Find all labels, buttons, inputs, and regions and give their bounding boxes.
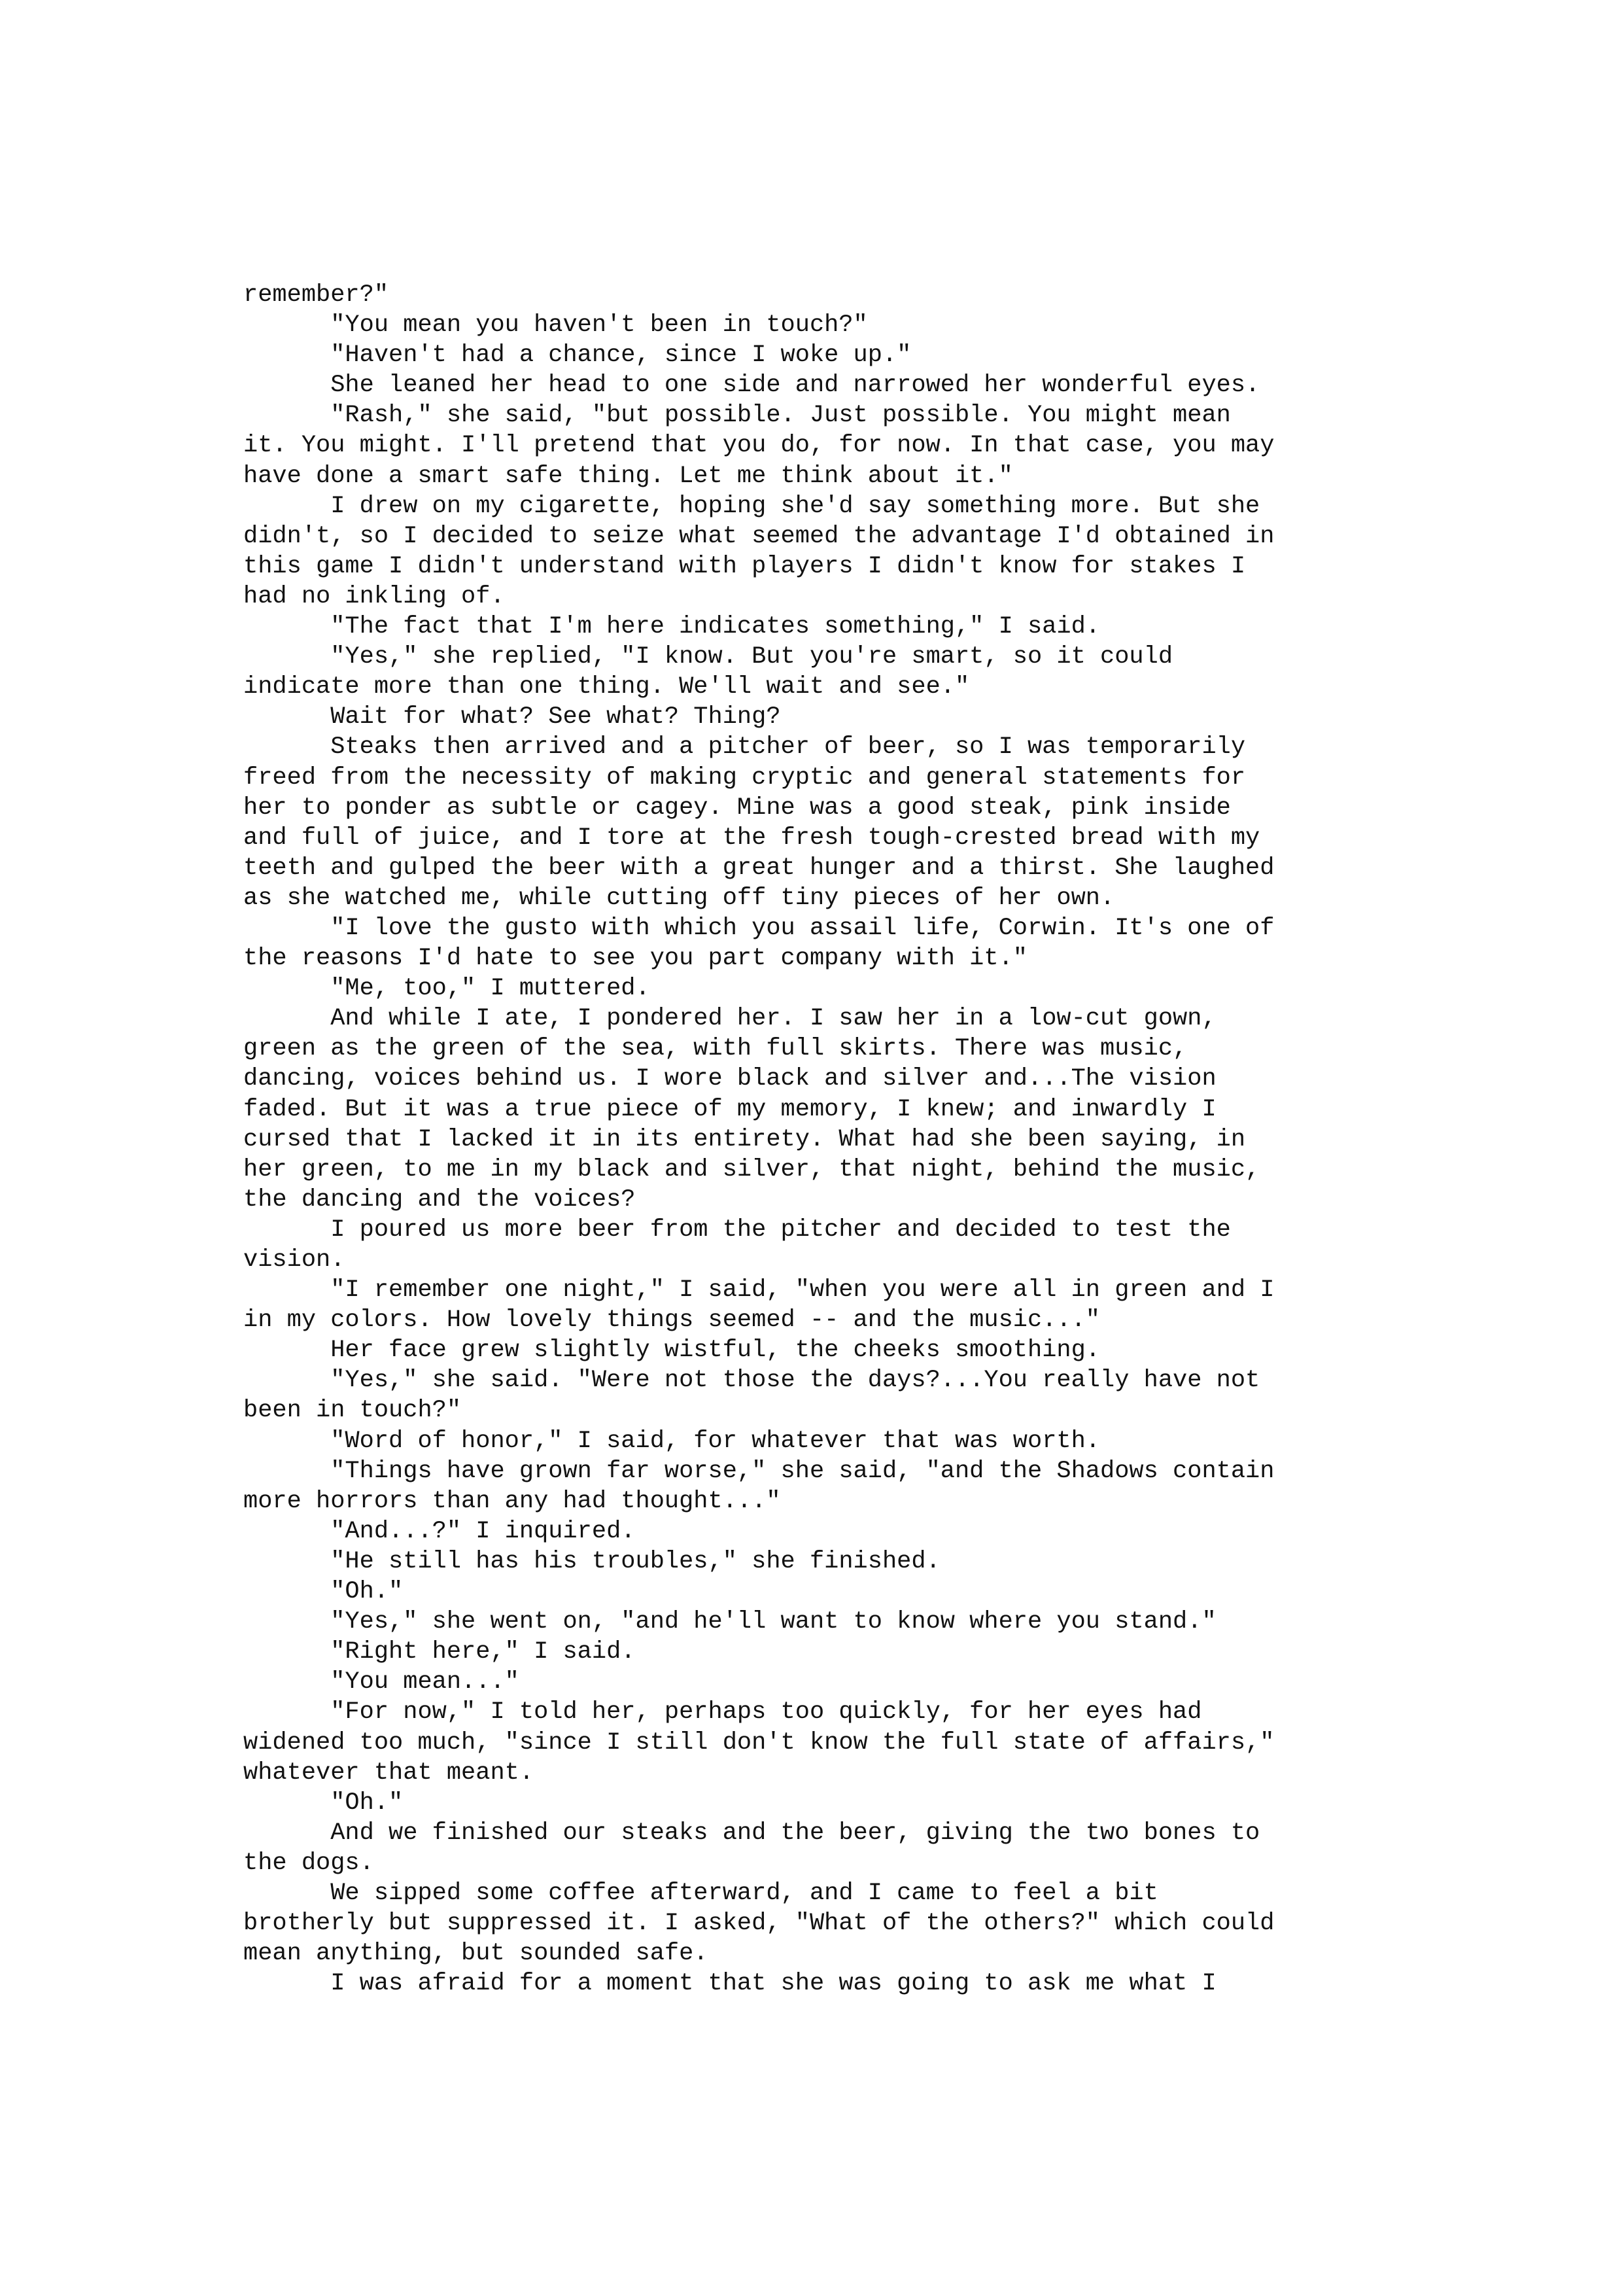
text-line: "I love the gusto with which you assail life, Corwin. It's one of <box>243 914 1275 942</box>
text-line: "For now," I told her, perhaps too quickly, for her eyes had <box>243 1698 1202 1726</box>
text-line: have done a smart safe thing. Let me think about it." <box>243 462 1013 490</box>
text-line: "Oh." <box>243 1789 404 1817</box>
text-line: "Yes," she said. "Were not those the days?...You really have not <box>243 1367 1260 1395</box>
text-line: "Things have grown far worse," she said, "and the Shadows contain <box>243 1457 1275 1485</box>
text-line: She leaned her head to one side and narrowed her wonderful eyes. <box>243 372 1260 400</box>
text-line: "Me, too," I muttered. <box>243 975 650 1003</box>
text-line: it. You might. I'll pretend that you do, for now. In that case, you may <box>243 432 1275 460</box>
text-line: I drew on my cigarette, hoping she'd say something more. But she <box>243 492 1260 520</box>
text-line: the dogs. <box>243 1849 374 1877</box>
text-line: Her face grew slightly wistful, the cheeks smoothing. <box>243 1337 1101 1365</box>
text-line: And we finished our steaks and the beer, giving the two bones to <box>243 1819 1260 1847</box>
text-line: brotherly but suppressed it. I asked, "What of the others?" which could <box>243 1910 1275 1938</box>
text-line: more horrors than any had thought..." <box>243 1487 781 1515</box>
text-line: "Right here," I said. <box>243 1638 636 1666</box>
text-line: vision. <box>243 1246 345 1274</box>
text-line: didn't, so I decided to seize what seemed the advantage I'd obtained in <box>243 522 1275 550</box>
text-line: "And...?" I inquired. <box>243 1517 636 1545</box>
text-line: the reasons I'd hate to see you part company with it." <box>243 945 1028 973</box>
text-line: dancing, voices behind us. I wore black and silver and...The vision <box>243 1065 1217 1093</box>
text-line: "Yes," she replied, "I know. But you're smart, so it could <box>243 643 1173 671</box>
text-line: been in touch?" <box>243 1397 462 1425</box>
text-line: I was afraid for a moment that she was going to ask me what I <box>243 1970 1217 1998</box>
text-line: teeth and gulped the beer with a great hunger and a thirst. She laughed <box>243 854 1275 882</box>
text-line: "Rash," she said, "but possible. Just possible. You might mean <box>243 402 1231 430</box>
text-line: as she watched me, while cutting off tiny pieces of her own. <box>243 884 1115 912</box>
text-line: in my colors. How lovely things seemed -- and the music..." <box>243 1306 1101 1335</box>
text-line: "You mean..." <box>243 1668 519 1696</box>
text-line: whatever that meant. <box>243 1759 534 1787</box>
text-line: her to ponder as subtle or cagey. Mine was a good steak, pink inside <box>243 794 1231 822</box>
text-line: and full of juice, and I tore at the fresh tough-crested bread with my <box>243 824 1260 852</box>
text-line: her green, to me in my black and silver, that night, behind the music, <box>243 1155 1260 1183</box>
text-line: remember?" <box>243 281 389 309</box>
text-line: widened too much, "since I still don't know the full state of affairs," <box>243 1728 1275 1757</box>
text-line: this game I didn't understand with players I didn't know for stakes I <box>243 552 1246 580</box>
text-line: Steaks then arrived and a pitcher of beer, so I was temporarily <box>243 733 1246 762</box>
text-line: "Word of honor," I said, for whatever that was worth. <box>243 1427 1101 1455</box>
text-line: "The fact that I'm here indicates something," I said. <box>243 613 1101 641</box>
text-line: cursed that I lacked it in its entirety. What had she been saying, in <box>243 1125 1246 1153</box>
text-line: mean anything, but sounded safe. <box>243 1940 708 1968</box>
text-line: I poured us more beer from the pitcher and decided to test the <box>243 1216 1231 1244</box>
text-line: Wait for what? See what? Thing? <box>243 703 781 731</box>
text-line: "Yes," she went on, "and he'll want to know where you stand." <box>243 1608 1217 1636</box>
text-line: faded. But it was a true piece of my memory, I knew; and inwardly I <box>243 1095 1217 1123</box>
text-line: "I remember one night," I said, "when you were all in green and I <box>243 1276 1275 1305</box>
body-text <box>243 280 1394 1999</box>
text-line: green as the green of the sea, with full skirts. There was music, <box>243 1035 1188 1063</box>
text-line: "Oh." <box>243 1578 404 1606</box>
text-line: indicate more than one thing. We'll wait and see." <box>243 673 970 701</box>
text-line: the dancing and the voices? <box>243 1185 636 1214</box>
text-line: freed from the necessity of making cryptic and general statements for <box>243 763 1246 792</box>
text-line: And while I ate, I pondered her. I saw her in a low-cut gown, <box>243 1005 1217 1033</box>
text-line: had no inkling of. <box>243 582 505 610</box>
text-line: We sipped some coffee afterward, and I came to feel a bit <box>243 1879 1158 1907</box>
text-line: "He still has his troubles," she finished. <box>243 1547 941 1575</box>
text-line: "Haven't had a chance, since I woke up." <box>243 342 912 370</box>
text-line: "You mean you haven't been in touch?" <box>243 311 868 340</box>
